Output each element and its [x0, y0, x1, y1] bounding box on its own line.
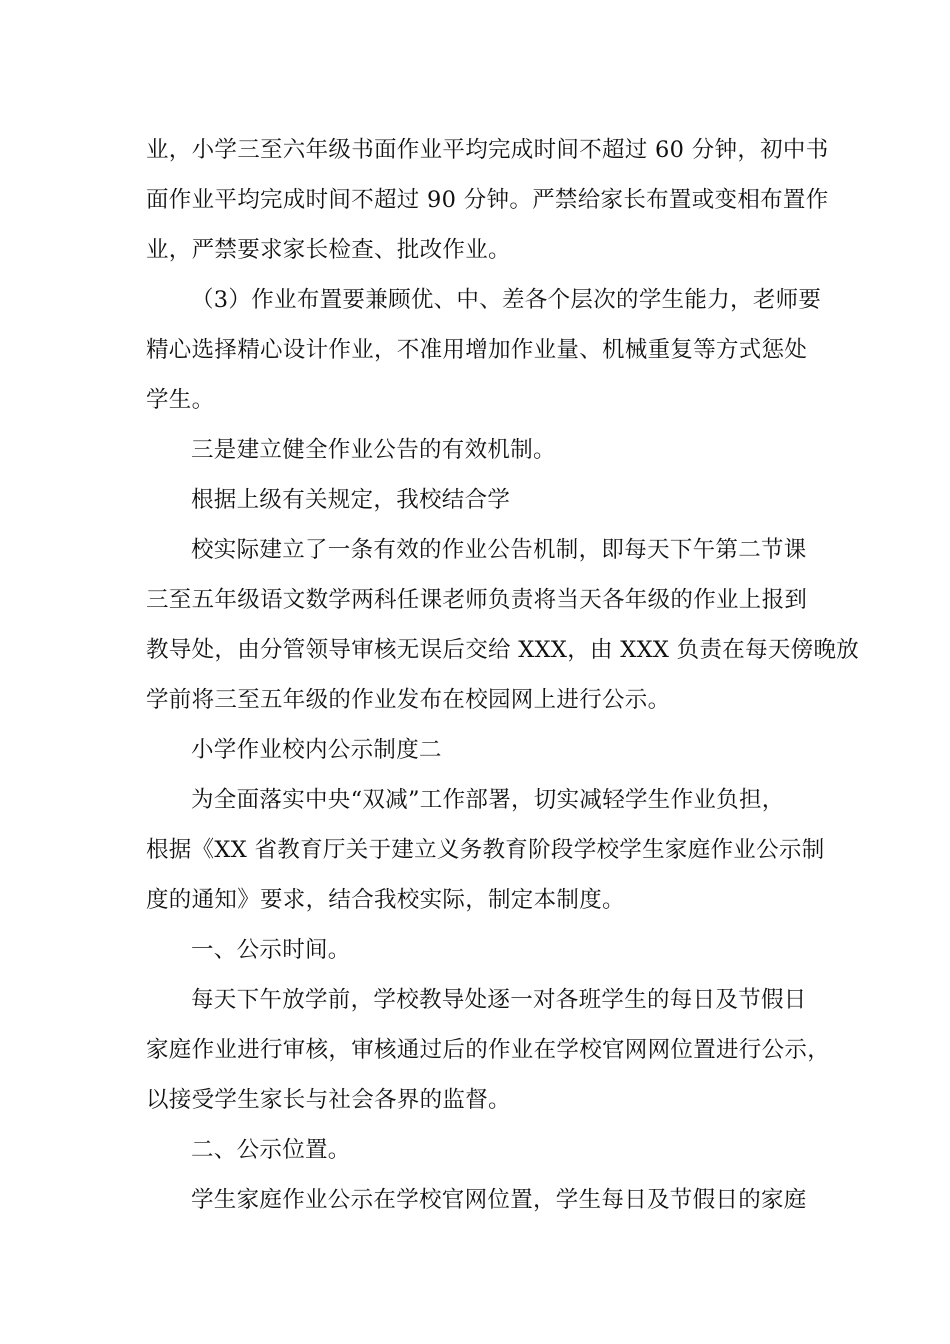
- text-line: 度的通知》要求，结合我校实际，制定本制度。: [146, 887, 625, 913]
- text-line: 家庭作业进行审核，审核通过后的作业在学校官网网位置进行公示，: [146, 1037, 831, 1063]
- text-line: 学生。: [146, 387, 215, 413]
- text-line: 业，严禁要求家长检查、批改作业。: [146, 237, 511, 263]
- section-title: 小学作业校内公示制度二: [191, 737, 442, 763]
- text-line: 业，小学三至六年级书面作业平均完成时间不超过 60 分钟，初中书: [146, 137, 829, 163]
- text-line: 校实际建立了一条有效的作业公告机制，即每天下午第二节课: [191, 537, 807, 563]
- section-heading: 一、公示时间。: [191, 937, 351, 963]
- text-line: 学生家庭作业公示在学校官网位置，学生每日及节假日的家庭: [191, 1187, 807, 1213]
- text-line: 精心选择精心设计作业，不准用增加作业量、机械重复等方式惩处: [146, 337, 808, 363]
- section-heading: 二、公示位置。: [191, 1137, 351, 1163]
- text-line: 学前将三至五年级的作业发布在校园网上进行公示。: [146, 687, 671, 713]
- text-line: 每天下午放学前，学校教导处逐一对各班学生的每日及节假日: [191, 987, 807, 1013]
- text-line: 教导处，由分管领导审核无误后交给 XXX，由 XXX 负责在每天傍晚放: [146, 637, 860, 663]
- text-line: 为全面落实中央“双减”工作部署，切实减轻学生作业负担，: [191, 787, 785, 813]
- text-line: 面作业平均完成时间不超过 90 分钟。严禁给家长布置或变相布置作: [146, 187, 829, 213]
- text-line: （3）作业布置要兼顾优、中、差各个层次的学生能力，老师要: [191, 287, 822, 313]
- text-line: 三至五年级语文数学两科任课老师负责将当天各年级的作业上报到: [146, 587, 808, 613]
- text-line: 根据上级有关规定，我校结合学: [191, 487, 511, 513]
- section-heading: 三是建立健全作业公告的有效机制。: [191, 437, 556, 463]
- text-line: 根据《XX 省教育厅关于建立义务教育阶段学校学生家庭作业公示制: [146, 837, 825, 863]
- text-line: 以接受学生家长与社会各界的监督。: [146, 1087, 511, 1113]
